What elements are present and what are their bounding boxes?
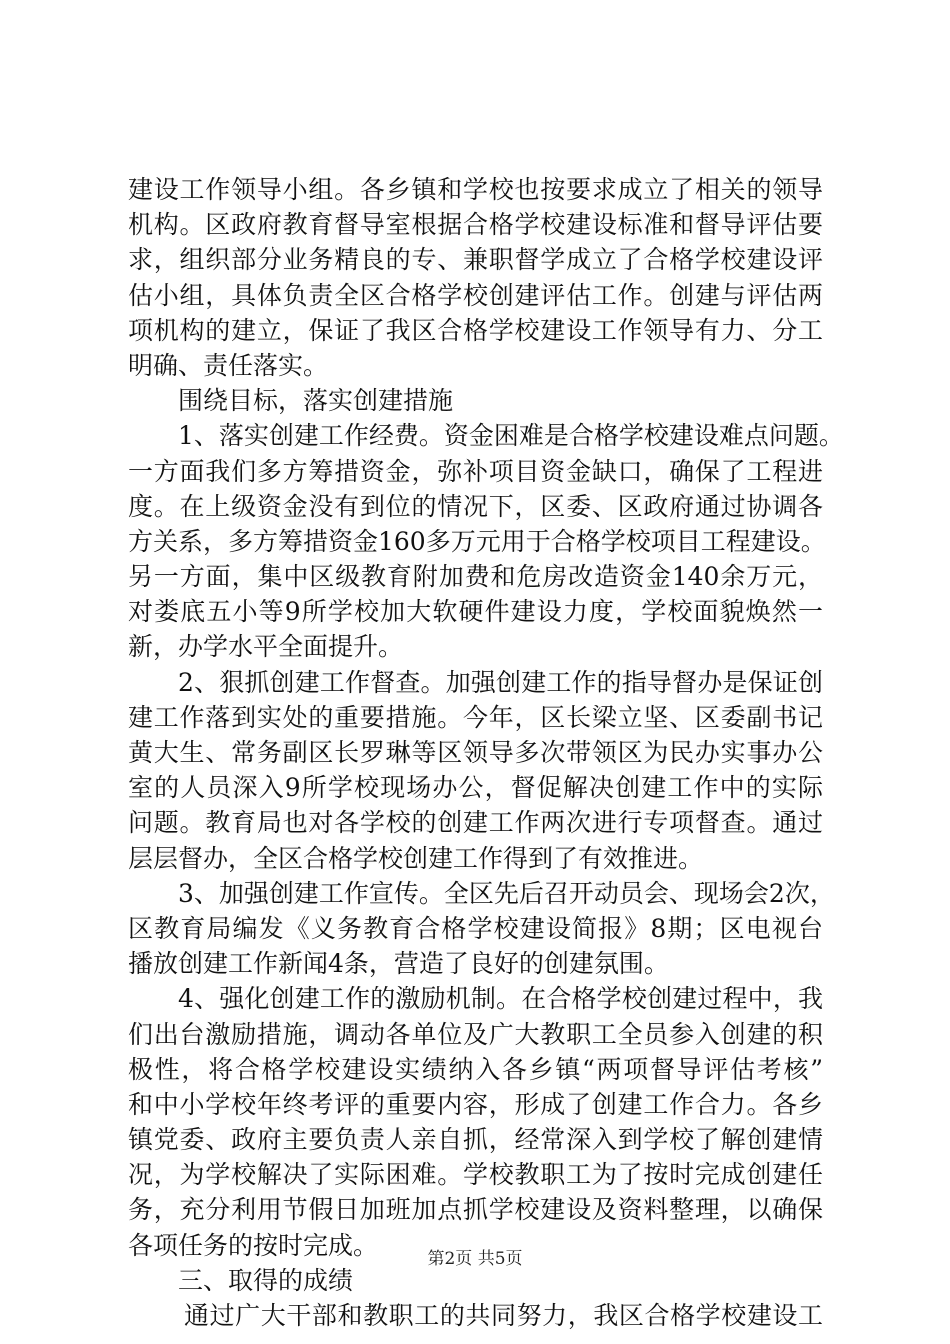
text-line: 对娄底五小等9所学校加大软硬件建设力度，学校面貌焕然一 <box>128 597 823 627</box>
text-line: 各项任务的按时完成。 <box>128 1230 379 1260</box>
text-line: 和中小学校年终考评的重要内容，形成了创建工作合力。各乡 <box>128 1089 823 1119</box>
paragraph-start: 3、加强创建工作宣传。全区先后召开动员会、现场会2次， <box>178 878 835 908</box>
paragraph-start: 通过广大干部和教职工的共同努力，我区合格学校建设工 <box>184 1301 823 1330</box>
text-line: 区教育局编发《义务教育合格学校建设简报》8期；区电视台 <box>128 913 823 943</box>
text-line: 机构。区政府教育督导室根据合格学校建设标准和督导评估要 <box>128 210 823 240</box>
text-line: 求，组织部分业务精良的专、兼职督学成立了合格学校建设评 <box>128 245 823 275</box>
text-line: 建设工作领导小组。各乡镇和学校也按要求成立了相关的领导 <box>128 175 823 204</box>
paragraph-start: 4、强化创建工作的激励机制。在合格学校创建过程中，我 <box>178 984 823 1014</box>
text-line: 室的人员深入9所学校现场办公，督促解决创建工作中的实际 <box>128 773 823 803</box>
text-line: 镇党委、政府主要负责人亲自抓，经常深入到学校了解创建情 <box>128 1125 823 1155</box>
text-line: 务，充分利用节假日加班加点抓学校建设及资料整理，以确保 <box>128 1195 823 1225</box>
text-line: 黄大生、常务副区长罗琳等区领导多次带领区为民办实事办公 <box>128 738 823 767</box>
paragraph-start: 2、狠抓创建工作督查。加强创建工作的指导督办是保证创 <box>178 667 823 697</box>
text-line: 层层督办，全区合格学校创建工作得到了有效推进。 <box>128 843 704 873</box>
text-line: 播放创建工作新闻4条，营造了良好的创建氛围。 <box>128 949 669 979</box>
text-line: 度。在上级资金没有到位的情况下，区委、区政府通过协调各 <box>128 491 823 521</box>
text-line: 一方面我们多方筹措资金，弥补项目资金缺口，确保了工程进 <box>128 456 823 486</box>
text-line: 问题。教育局也对各学校的创建工作两次进行专项督查。通过 <box>128 808 823 838</box>
section-heading: 三、取得的成绩 <box>178 1265 354 1295</box>
text-line: 新，办学水平全面提升。 <box>128 632 404 662</box>
page-footer: 第2页 共5页 <box>427 1249 523 1269</box>
text-line: 明确、责任落实。 <box>128 350 329 380</box>
text-line: 们出台激励措施，调动各单位及广大教职工全员参入创建的积 <box>128 1019 823 1049</box>
paragraph-start: 1、落实创建工作经费。资金困难是合格学校建设难点问题。 <box>178 421 844 451</box>
text-line: 项机构的建立，保证了我区合格学校建设工作领导有力、分工 <box>128 315 823 345</box>
text-line: 极性，将合格学校建设实绩纳入各乡镇“两项督导评估考核” <box>128 1054 823 1084</box>
text-line: 建工作落到实处的重要措施。今年，区长梁立坚、区委副书记 <box>128 702 823 732</box>
text-line: 另一方面，集中区级教育附加费和危房改造资金140余万元， <box>128 562 823 592</box>
document-body <box>128 172 844 1333</box>
text-line: 况，为学校解决了实际困难。学校教职工为了按时完成创建任 <box>128 1160 823 1190</box>
text-line: 方关系，多方筹措资金160多万元用于合格学校项目工程建设。 <box>128 526 826 556</box>
section-heading: 围绕目标，落实创建措施 <box>178 386 454 416</box>
text-line: 估小组，具体负责全区合格学校创建评估工作。创建与评估两 <box>128 280 823 310</box>
